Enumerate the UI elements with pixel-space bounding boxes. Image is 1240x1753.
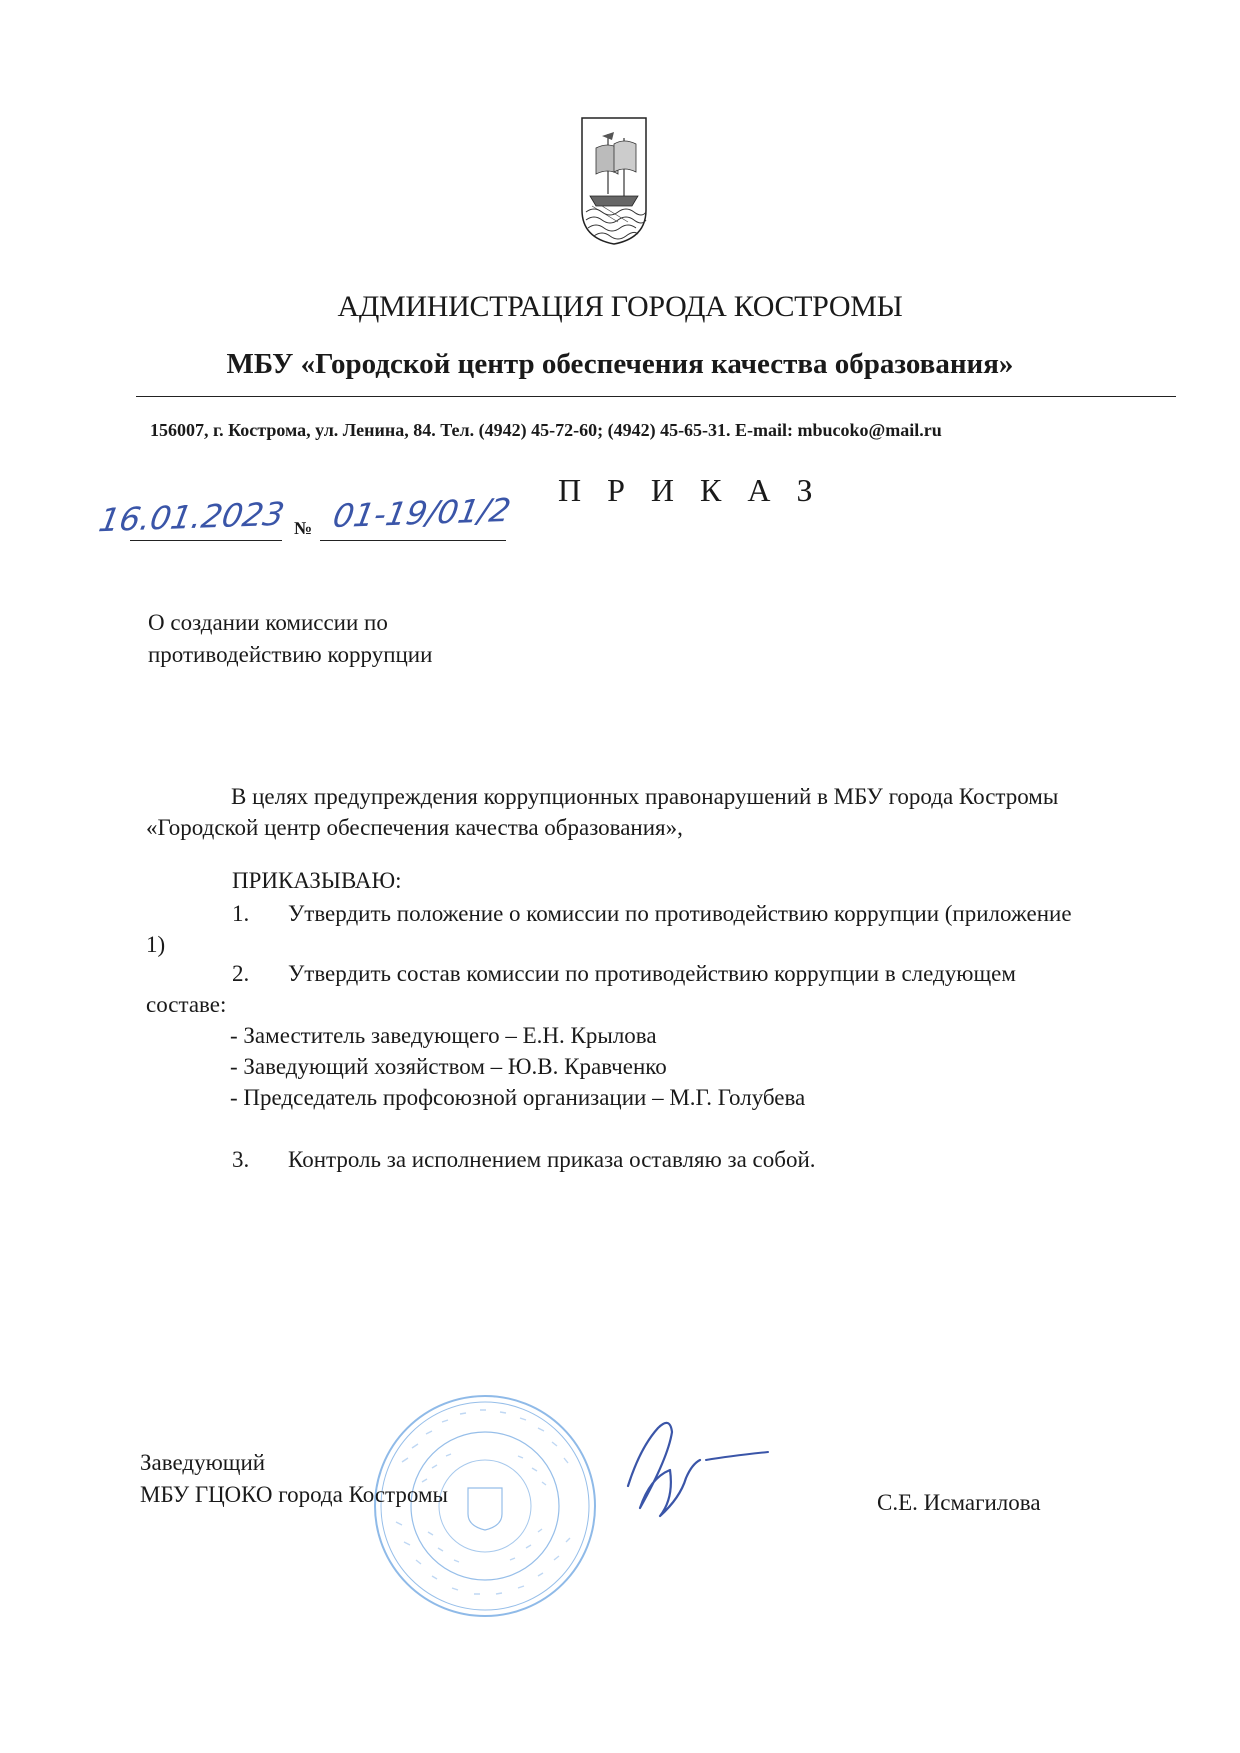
subject-line: противодействию коррупции <box>148 642 433 667</box>
signatory-title-line: Заведующий <box>140 1450 266 1475</box>
organization-heading: МБУ «Городской центр обеспечения качества образования» <box>226 348 1014 380</box>
commission-member: - Заведующий хозяйством – Ю.В. Кравченко <box>230 1054 667 1079</box>
order-date: 16.01.2023 <box>96 494 288 540</box>
organization-address: 156007, г. Кострома, ул. Ленина, 84. Тел. (4942) 45-72-60; (4942) 45-65-31. E-mail: mbucoko@mail.ru <box>150 420 942 440</box>
commission-member: - Председатель профсоюзной организации – М.Г. Голубева <box>230 1085 806 1110</box>
order-subject <box>148 607 432 671</box>
intro-paragraph: В целях предупреждения коррупционных правонарушений в МБУ города Костромы «Городской центр обеспечения качества образования», <box>146 784 1059 840</box>
signatory-title-line: МБУ ГЦОКО города Костромы <box>140 1482 448 1507</box>
item-text: Утвердить состав комиссии по противодействию коррупции в следующем составе: <box>146 961 1016 1017</box>
signatory-name: С.Е. Исмагилова <box>877 1490 1041 1515</box>
commission-member: - Заместитель заведующего – Е.Н. Крылова <box>230 1023 657 1048</box>
item-number: 1. <box>232 901 250 926</box>
order-item <box>146 1144 1092 1175</box>
order-item <box>146 958 1092 1020</box>
subject-line: О создании комиссии по <box>148 610 388 635</box>
kostroma-coat-of-arms-icon <box>578 114 650 248</box>
order-number: 01-19/01/2 <box>330 490 514 536</box>
administration-heading: АДМИНИСТРАЦИЯ ГОРОДА КОСТРОМЫ <box>337 290 903 323</box>
handwritten-signature-icon <box>620 1408 770 1528</box>
number-sign: № <box>294 518 313 538</box>
date-underline <box>130 540 282 541</box>
item-number: 2. <box>232 961 250 986</box>
signatory-title <box>140 1447 448 1511</box>
order-word: ПРИКАЗЫВАЮ: <box>232 868 402 893</box>
order-item <box>146 898 1092 960</box>
item-number: 3. <box>232 1147 250 1172</box>
number-underline <box>320 540 506 541</box>
header-divider <box>136 396 1176 397</box>
item-text: Контроль за исполнением приказа оставляю за собой. <box>288 1147 816 1172</box>
item-text: Утвердить положение о комиссии по противодействию коррупции (приложение 1) <box>146 901 1072 957</box>
order-title: П Р И К А З <box>558 472 822 508</box>
